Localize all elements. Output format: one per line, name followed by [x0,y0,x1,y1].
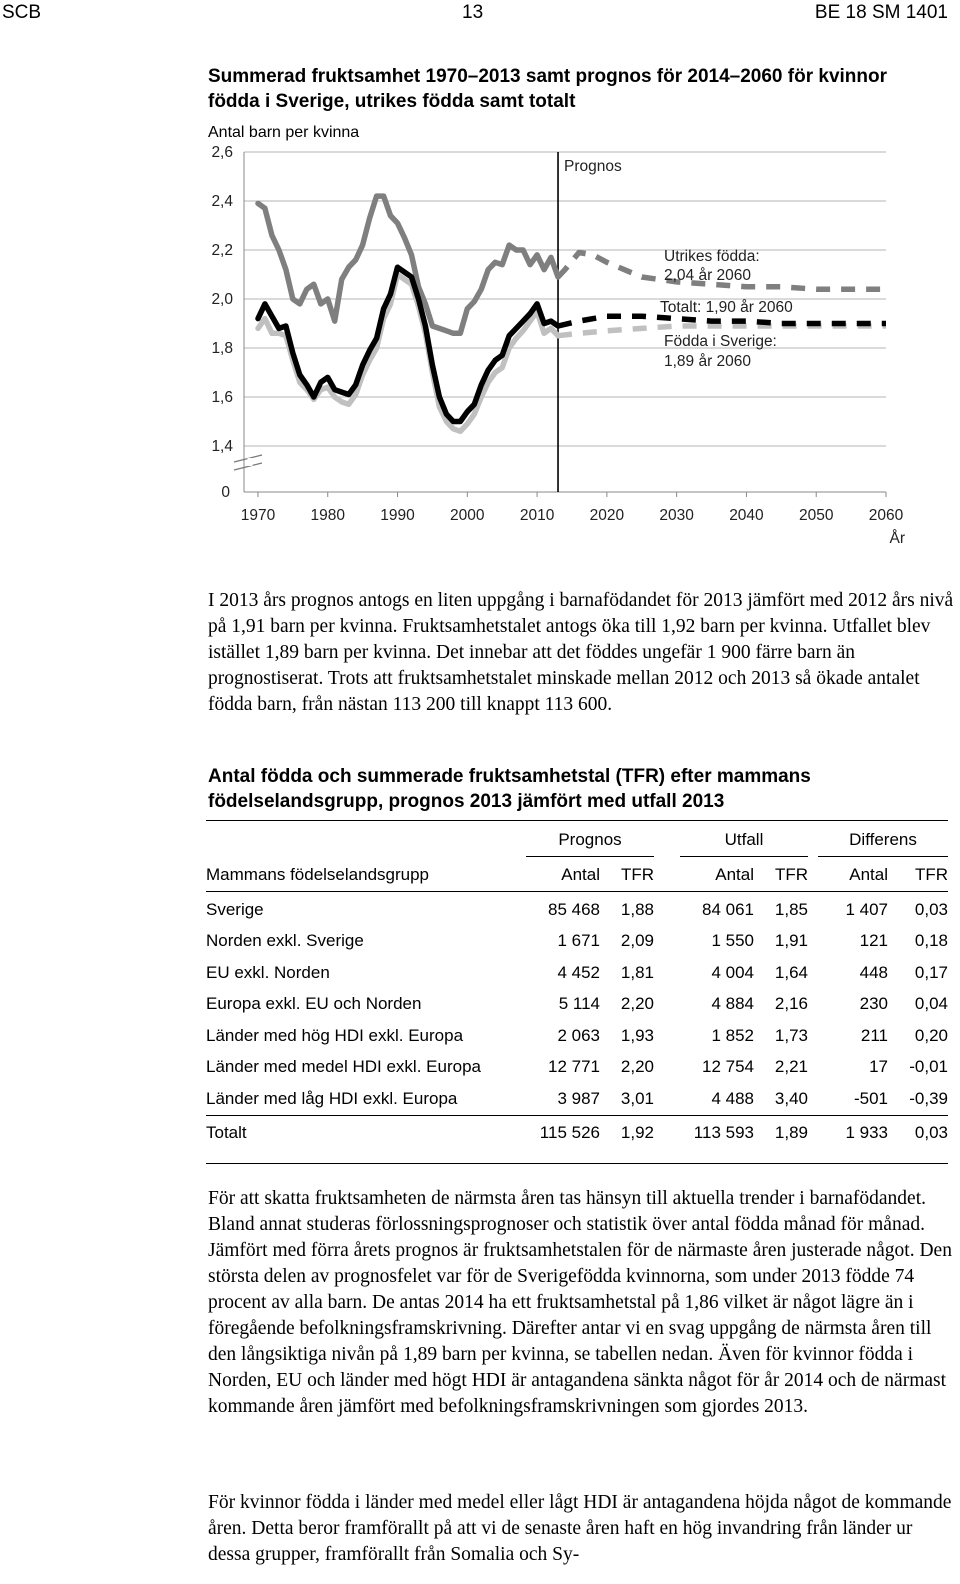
table-cell: 12 754 [702,1057,754,1077]
table-cell: Länder med hög HDI exkl. Europa [206,1025,464,1045]
table-row [206,957,948,989]
table-cell: 4 452 [557,962,600,982]
table-cell: 1 671 [557,931,600,951]
table-row [206,1083,948,1115]
prognos-label: Prognos [564,158,622,175]
column-header: Antal [561,865,600,885]
table-cell: 84 061 [702,899,754,919]
table-cell: 115 526 [539,1123,600,1143]
table-cell: 4 004 [711,962,754,982]
group-prognos: Prognos [526,830,654,857]
table-cell: 5 114 [558,994,600,1014]
table-cell: Totalt [206,1123,247,1143]
table-row-total [206,1118,948,1150]
table-cell: Norden exkl. Sverige [206,931,364,951]
table-cell: 0,03 [914,899,948,919]
table-cell: -0,01 [909,1057,948,1077]
y-tick-label: 2,4 [211,193,233,210]
y-tick-label: 1,4 [211,438,233,455]
table-cell: 1,92 [620,1123,654,1143]
table-cell: 1,81 [620,962,654,982]
table-cell: 230 [859,994,888,1014]
table-cell: 1 933 [845,1123,888,1143]
x-tick-label: 2030 [659,507,694,524]
group-differens: Differens [818,830,948,857]
table-cell: 2,09 [620,931,654,951]
table-row [206,1020,948,1052]
figure-title: Summerad fruktsamhet 1970–2013 samt prognos för 2014–2060 för kvinnor födda i Sverige, utrikes födda samt totalt [208,66,888,112]
annotation-text: Födda i Sverige: [664,333,777,350]
table-cell: Länder med medel HDI exkl. Europa [206,1057,481,1077]
table-cell: 2 063 [557,1025,600,1045]
table-cell: 1,89 [774,1123,808,1143]
table-row [206,894,948,926]
table-cell: -0,39 [909,1088,948,1108]
table-cell: EU exkl. Norden [206,962,330,982]
x-tick-label: 2020 [589,507,625,524]
y-tick-label: 2,0 [211,291,233,308]
fertility-line-chart [0,140,960,560]
table-cell: 1 407 [845,899,888,919]
table-cell: 121 [859,931,888,951]
column-header: TFR [774,865,808,885]
table-cell: 1 550 [711,931,754,951]
x-tick-label: 1980 [310,507,345,524]
table-cell: 4 488 [711,1088,754,1108]
x-axis-label: År [889,530,905,547]
page-header [0,0,960,30]
paragraph-3: För kvinnor födda i länder med medel eller lågt HDI är antagandena höjda något de kommande åren. Detta beror framförallt på att vi de senaste åren haft en hög invandring från länder ur dessa grupper, framförallt från Somalia och Sy- [208,1492,952,1565]
table-cell: 1 852 [711,1025,754,1045]
annotation-text: Utrikes födda: [664,248,760,265]
table-cell: 3,01 [620,1088,654,1108]
y-tick-label: 0 [221,484,230,501]
table-cell: 2,21 [774,1057,808,1077]
table-cell: 0,20 [914,1025,948,1045]
header-right: BE 18 SM 1401 [814,2,948,23]
x-tick-label: 2050 [798,507,834,524]
table-cell: 0,04 [914,994,948,1014]
y-axis-label: Antal barn per kvinna [208,124,360,141]
x-tick-label: 2060 [868,507,904,524]
table-title: Antal födda och summerade fruktsamhetstal (TFR) efter mammans födelselandsgrupp, prognos 2013 jämfört med utfall 2013 [208,766,811,812]
table-cell: Länder med låg HDI exkl. Europa [206,1088,458,1108]
y-tick-label: 2,2 [211,242,233,259]
table-cell: 0,03 [914,1123,948,1143]
column-header: TFR [620,865,654,885]
table-cell: 1,73 [774,1025,808,1045]
table-top-rule [206,820,948,821]
column-header: TFR [914,865,948,885]
table-cell: 4 884 [711,994,754,1014]
column-header: Antal [849,865,888,885]
page-number: 13 [462,2,484,23]
table-cell: -501 [853,1088,888,1108]
series-line [258,196,558,333]
table-cell: 1,91 [774,931,808,951]
y-tick-label: 2,6 [211,144,233,161]
y-tick-label: 1,6 [211,389,233,406]
table-cell: 2,16 [774,994,808,1014]
annotation-text: 1,89 år 2060 [664,353,752,370]
series-line [558,316,886,326]
table-cell: 85 468 [548,899,600,919]
table-cell: 211 [860,1025,888,1045]
group-header-row [206,828,948,860]
table-cell: Sverige [206,899,264,919]
group-utfall: Utfall [680,830,808,857]
x-tick-label: 2010 [519,507,555,524]
column-header: Antal [715,865,754,885]
table-row [206,1052,948,1084]
table-row [206,989,948,1021]
paragraph-2: För att skatta fruktsamheten de närmsta åren tas hänsyn till aktuella trender i barnafödandet. Bland annat studeras förlossningsprognoser och statistik över antal födda månad för månad. Jämfört med förra årets prognos är fruktsamhetstalen för de närmaste åren justerade något. Den största delen av prognosfelet var för de Sverigefödda kvinnorna, som under 2013 födde 74 procent av alla barn. De antas 2014 ha ett fruktsamhetstal på 1,86 vilket är något lägre än i föregående befolkningsframskrivning. Därefter antar vi en svag uppgång de närmsta åren till den långsiktiga nivån på 1,89 barn per kvinna, se tabellen nedan. Även för kvinnor födda i Norden, EU och länder med högt HDI är antagandena sänkta något för år 2014 och de närmast kommande åren jämfört med befolkningsframskrivningen som gjordes 2013. [208,1188,952,1417]
annotation-text: Totalt: 1,90 år 2060 [660,299,793,316]
table-row [206,926,948,958]
table-cell: 12 771 [548,1057,600,1077]
table-cell: 113 593 [693,1123,754,1143]
header-left: SCB [2,2,42,23]
y-tick-label: 1,8 [211,340,233,357]
table-cell: 1,85 [774,899,808,919]
table-cell: 448 [859,962,888,982]
x-tick-label: 1990 [380,507,415,524]
column-header: Mammans födelselandsgrupp [206,865,430,885]
table-cell: 3,40 [774,1088,808,1108]
table-cell: 1,93 [620,1025,654,1045]
table-cell: 0,18 [914,931,948,951]
table-cell: 2,20 [620,994,654,1014]
table-cell: 0,17 [914,962,948,982]
table-cell: 2,20 [620,1057,654,1077]
table-cell: 3 987 [557,1088,600,1108]
table-cell: 17 [869,1057,888,1077]
x-tick-label: 2040 [729,507,764,524]
annotation-text: 2,04 år 2060 [664,267,752,284]
tfr-table [206,828,948,1164]
table-cell: 1,88 [620,899,654,919]
paragraph-1: I 2013 års prognos antogs en liten uppgång i barnafödandet för 2013 jämfört med 2012 års nivå på 1,91 barn per kvinna. Fruktsamhetstalet antogs öka till 1,92 barn per kvinna. Utfallet blev istället 1,89 barn per kvinna. Det innebar att det föddes ungefär 1 900 färre barn än prognostiserat. Trots att fruktsamhetstalet minskade mellan 2012 och 2013 så ökade antalet födda barn, från nästan 113 200 till knappt 113 600. [208,590,954,715]
x-tick-label: 1970 [240,507,276,524]
x-tick-label: 2000 [450,507,485,524]
column-header-row [206,860,948,892]
table-cell: Europa exkl. EU och Norden [206,994,422,1014]
table-cell: 1,64 [774,962,808,982]
